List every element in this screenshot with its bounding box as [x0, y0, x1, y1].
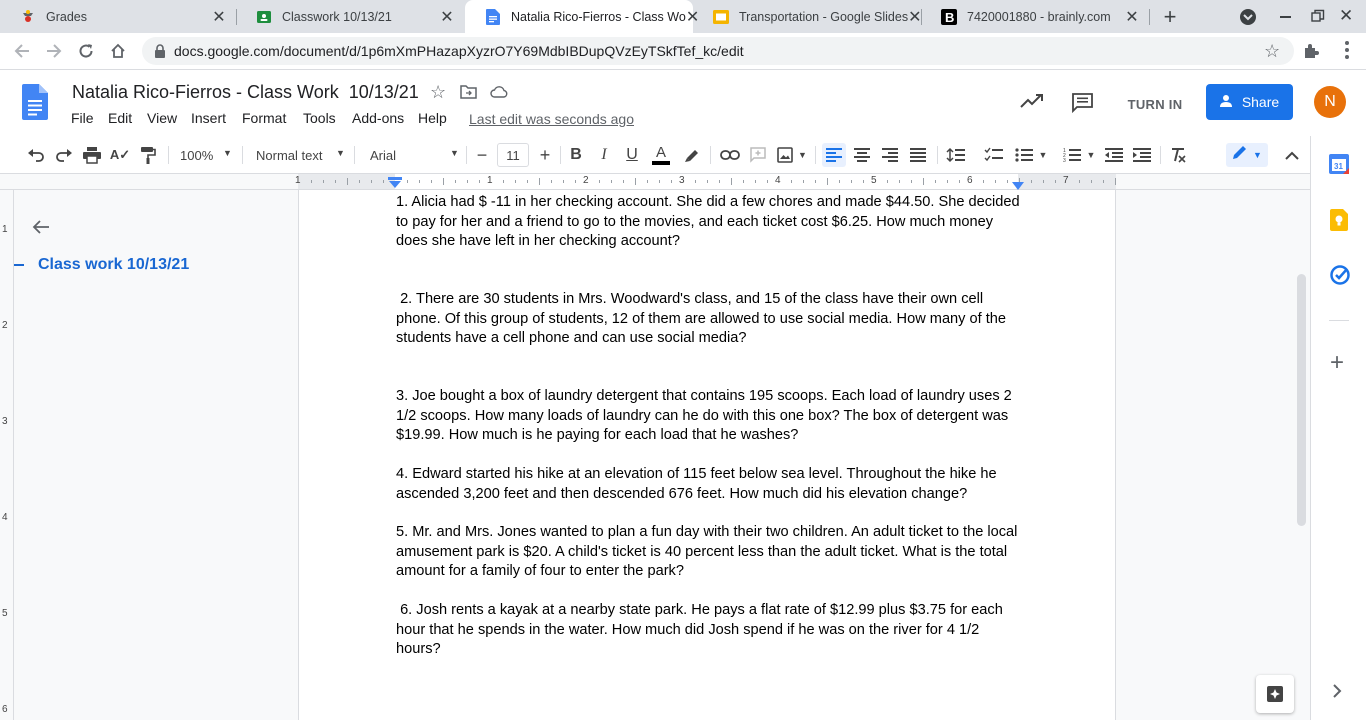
address-bar-row [0, 33, 1366, 70]
font-size-input[interactable] [497, 143, 529, 167]
ruler-tick [419, 180, 420, 183]
close-tab-icon[interactable]: ✕ [1125, 8, 1139, 26]
ruler-tick [1091, 180, 1092, 183]
ruler-tick [1031, 180, 1032, 183]
svg-text:31: 31 [1334, 162, 1343, 171]
ruler-tick [599, 180, 600, 183]
checklist-icon[interactable] [982, 143, 1006, 167]
menu-addons[interactable]: Add-ons [352, 110, 405, 126]
ruler-tick [815, 180, 816, 183]
ruler-tick [827, 178, 828, 185]
svg-text:B: B [945, 9, 955, 25]
align-center-icon[interactable] [850, 143, 874, 167]
ruler-tick [911, 180, 912, 183]
close-outline-arrow-icon[interactable] [32, 219, 50, 240]
docs-logo-icon[interactable] [22, 84, 48, 125]
ruler-tick [611, 180, 612, 183]
ruler-tick [623, 180, 624, 183]
turn-in-button[interactable]: TURN IN [1127, 96, 1183, 112]
ruler-tick [1079, 180, 1080, 183]
slides-favicon [713, 9, 729, 25]
star-icon[interactable]: ☆ [430, 82, 447, 102]
bulleted-list-icon[interactable] [1010, 143, 1052, 167]
vertical-ruler[interactable] [0, 190, 14, 720]
tab-search-icon[interactable] [1238, 7, 1258, 27]
ruler-tick [335, 180, 336, 183]
insert-image-icon[interactable] [774, 143, 810, 167]
ruler-number: 1 [487, 175, 493, 186]
ruler-tick [311, 180, 312, 183]
ruler-number: 3 [2, 416, 8, 427]
ruler-tick [863, 180, 864, 183]
tasks-icon[interactable] [1330, 265, 1350, 290]
chevron-down-icon: ▼ [450, 148, 459, 158]
ruler-number: 4 [2, 512, 8, 523]
close-tab-icon[interactable]: ✕ [908, 8, 922, 26]
add-addon-icon[interactable]: + [1330, 349, 1345, 376]
ruler-tick [1055, 180, 1056, 183]
lock-icon[interactable] [154, 44, 166, 63]
docs-header [0, 70, 1310, 136]
paragraph-style-select[interactable] [248, 143, 348, 167]
ruler-number: 4 [775, 175, 781, 186]
close-tab-icon[interactable]: ✕ [212, 8, 226, 26]
ruler-tick [947, 180, 948, 183]
svg-text:2: 2 [1062, 153, 1066, 159]
ruler-tick [659, 180, 660, 183]
ruler-tick [887, 180, 888, 183]
ruler-tick [575, 180, 576, 183]
omnibox[interactable] [142, 37, 1294, 65]
add-person-icon [1220, 94, 1236, 111]
tab-title: 7420001880 - brainly.com [967, 9, 1111, 24]
chevron-down-icon: ▼ [1253, 150, 1262, 160]
clear-formatting-icon[interactable] [1166, 143, 1190, 167]
ruler-tick [719, 180, 720, 183]
browser-menu-icon[interactable] [1345, 41, 1349, 59]
move-folder-icon[interactable] [460, 85, 477, 104]
ruler-tick [647, 180, 648, 183]
font-value: Arial [370, 147, 397, 163]
ruler-tick [539, 178, 540, 185]
menu-file[interactable]: File [71, 110, 94, 126]
ruler-tick [995, 180, 996, 183]
ruler-tick [923, 178, 924, 185]
ruler-tick [431, 180, 432, 183]
question-3[interactable]: 3. Joe bought a box of laundry detergent that contains 195 scoops. Each load of laundry uses 2 1/2 scoops. How many loads of laundry can he do with this one box? The box of detergent was $19.99. How much is he paying for each load that he washes? [396, 388, 1012, 443]
ruler-number: 1 [295, 175, 301, 186]
add-comment-icon[interactable] [746, 143, 770, 167]
menu-help[interactable]: Help [418, 110, 447, 126]
question-4[interactable]: 4. Edward started his hike at an elevation of 115 feet below sea level. Throughout the hike he ascended 3,200 feet and then descended 676 feet. How much did his elevation change? [396, 466, 997, 502]
text-color-icon[interactable]: A [650, 143, 672, 167]
increase-indent-icon[interactable] [1130, 143, 1154, 167]
share-button[interactable] [1206, 84, 1293, 120]
collapse-menus-icon[interactable] [1282, 143, 1302, 167]
keep-icon[interactable] [1330, 209, 1348, 236]
document-title[interactable]: Natalia Rico-Fierros - Class Work 10/13/21 [72, 82, 419, 102]
justify-icon[interactable] [906, 143, 930, 167]
share-label: Share [1241, 94, 1280, 110]
tab-slides[interactable] [693, 0, 921, 33]
zoom-value: 100% [180, 147, 214, 163]
line-spacing-icon[interactable] [944, 143, 968, 167]
last-edit-link[interactable]: Last edit was seconds ago [469, 111, 634, 127]
question-6[interactable]: 6. Josh rents a kayak at a nearby state park. He pays a flat rate of $12.99 plus $3.75 for each hour that he spends in the water. How much did Josh spend if he was on the river for 4 1/2 hours? [396, 602, 1007, 657]
italic-icon[interactable]: I [601, 146, 607, 163]
font-select[interactable] [362, 143, 462, 167]
restore-icon[interactable] [1311, 9, 1325, 23]
tab-docs-active[interactable] [465, 0, 700, 33]
minimize-icon[interactable] [1280, 16, 1291, 18]
ruler-tick [467, 180, 468, 183]
outline-heading-item[interactable]: Class work 10/13/21 [38, 256, 190, 273]
tab-classwork[interactable] [236, 0, 464, 33]
tab-grades[interactable] [0, 0, 236, 33]
ruler-number: 6 [967, 175, 973, 186]
docs-favicon [485, 9, 501, 25]
classroom-favicon [256, 9, 272, 25]
ruler-tick [527, 180, 528, 183]
chevron-down-icon: ▼ [798, 150, 807, 160]
insert-link-icon[interactable] [718, 143, 742, 167]
style-value: Normal text [256, 147, 323, 163]
svg-text:3: 3 [1062, 158, 1066, 164]
ruler-tick [563, 180, 564, 183]
chevron-down-icon: ▼ [1086, 150, 1096, 160]
ruler-tick [731, 178, 732, 185]
ruler-number: 3 [679, 175, 685, 186]
ruler-tick [743, 180, 744, 183]
back-icon[interactable] [8, 37, 36, 65]
vertical-scrollbar[interactable] [1297, 274, 1306, 526]
ruler-tick [851, 180, 852, 183]
chevron-down-icon: ▼ [336, 148, 345, 158]
ruler-tick [983, 180, 984, 183]
ruler-tick [1043, 180, 1044, 183]
close-tab-icon[interactable]: ✕ [685, 8, 700, 26]
reload-icon[interactable] [72, 37, 100, 65]
ruler-tick [767, 180, 768, 183]
ruler-tick [443, 178, 444, 185]
expand-panel-chevron-icon[interactable] [1333, 684, 1342, 703]
ruler-number: 1 [2, 224, 8, 235]
ruler-tick [839, 180, 840, 183]
tab-title: Classwork 10/13/21 [282, 9, 392, 24]
ruler-tick [503, 180, 504, 183]
document-outline [14, 190, 298, 720]
font-size-value: 11 [506, 147, 520, 163]
comments-icon[interactable] [1072, 93, 1093, 117]
ruler-tick [671, 180, 672, 183]
align-right-icon[interactable] [878, 143, 902, 167]
explore-button[interactable] [1256, 675, 1294, 713]
print-icon[interactable] [80, 143, 104, 167]
ruler-number: 5 [871, 175, 877, 186]
ruler-tick [695, 180, 696, 183]
ruler-tick [359, 180, 360, 183]
chevron-down-icon: ▼ [1038, 150, 1048, 160]
menu-tools[interactable]: Tools [303, 110, 336, 126]
zoom-select[interactable] [172, 143, 236, 167]
numbered-list-icon[interactable] [1058, 143, 1100, 167]
menu-view[interactable]: View [147, 110, 178, 126]
ruler-tick [1103, 180, 1104, 183]
document-page[interactable] [298, 190, 1116, 720]
extensions-icon[interactable] [1302, 42, 1320, 65]
ruler-tick [551, 180, 552, 183]
brainly-favicon [941, 9, 957, 25]
paint-format-icon[interactable] [136, 143, 160, 167]
outline-active-marker [14, 264, 24, 266]
ruler-tick [371, 180, 372, 183]
ruler-tick [755, 180, 756, 183]
decrease-font-size-icon[interactable]: − [476, 144, 488, 165]
align-left-icon[interactable] [822, 143, 846, 167]
svg-text:1: 1 [1062, 148, 1066, 154]
menu-format[interactable]: Format [242, 110, 287, 126]
ruler-tick [1115, 178, 1116, 185]
redo-icon[interactable] [52, 143, 76, 167]
ruler-tick [407, 180, 408, 183]
menu-edit[interactable]: Edit [108, 110, 133, 126]
question-2[interactable]: 2. There are 30 students in Mrs. Woodward's class, and 15 of the class have their own cell phone. Of this group of students, 12 of them are allowed to use social media. How many of the students have a cell phone and can use social media? [396, 291, 1011, 346]
question-1[interactable]: 1. Alicia had $ -11 in her checking account. She did a few chores and made $44.50. She decided to pay for her and a friend to go to the movies, and each ticket cost $6.25. How much money does she have left in her checking account? [396, 194, 1020, 249]
home-icon[interactable] [104, 37, 132, 65]
side-panel [1310, 136, 1366, 720]
new-tab-icon[interactable]: + [1163, 4, 1177, 29]
url-text: docs.google.com/document/d/1p6mXmPHazapXyzrO7Y69MdbIBDupQVzEyTSkfTef_kc/edit [174, 43, 744, 59]
ruler-tick [455, 180, 456, 183]
tab-title: Grades [46, 9, 87, 24]
tab-brainly[interactable] [921, 0, 1149, 33]
spellcheck-icon[interactable]: A✓ [109, 147, 131, 162]
grades-favicon [20, 9, 36, 25]
tab-title: Natalia Rico-Fierros - Class Wo [511, 9, 686, 24]
underline-icon[interactable]: U [626, 146, 638, 163]
ruler-tick [635, 178, 636, 185]
ruler-number: 2 [583, 175, 589, 186]
chevron-down-icon: ▼ [223, 148, 232, 158]
forward-icon[interactable] [40, 37, 68, 65]
close-window-icon[interactable]: ✕ [1339, 6, 1354, 25]
ruler-tick [383, 180, 384, 183]
browser-tab-strip [0, 0, 1366, 33]
activity-trend-icon[interactable] [1020, 93, 1044, 114]
ruler-tick [479, 180, 480, 183]
ruler-tick [791, 180, 792, 183]
avatar[interactable]: N [1314, 86, 1346, 118]
ruler-tick [323, 180, 324, 183]
cloud-saved-icon [490, 85, 508, 103]
decrease-indent-icon[interactable] [1102, 143, 1126, 167]
undo-icon[interactable] [24, 143, 48, 167]
ruler-tick [803, 180, 804, 183]
ruler-number: 7 [1063, 175, 1069, 186]
close-tab-icon[interactable]: ✕ [440, 8, 454, 26]
menu-insert[interactable]: Insert [191, 110, 227, 126]
ruler-number: 6 [2, 704, 8, 715]
formatting-toolbar [0, 136, 1310, 174]
editing-mode-select[interactable] [1226, 143, 1268, 167]
ruler-tick [707, 180, 708, 183]
ruler-tick [347, 178, 348, 185]
ruler-tick [959, 180, 960, 183]
question-5[interactable]: 5. Mr. and Mrs. Jones wanted to plan a fun day with their two children. An adult ticket to the local amusement park is $20. A child's ticket is 40 percent less than the adult ticket. What is the total amount for a family of four to enter the park? [396, 524, 1018, 579]
ruler-tick [1007, 180, 1008, 183]
ruler-number: 5 [2, 608, 8, 619]
pencil-icon [1232, 145, 1247, 165]
horizontal-ruler[interactable] [0, 174, 1310, 190]
bold-icon[interactable]: B [570, 146, 582, 163]
tab-title: Transportation - Google Slides [739, 9, 909, 24]
highlight-color-icon[interactable] [681, 143, 703, 167]
ruler-number: 2 [2, 320, 8, 331]
bookmark-star-icon[interactable]: ☆ [1264, 41, 1281, 61]
increase-font-size-icon[interactable]: + [539, 144, 551, 165]
ruler-tick [935, 180, 936, 183]
ruler-tick [515, 180, 516, 183]
ruler-tick [899, 180, 900, 183]
calendar-icon[interactable] [1329, 154, 1349, 179]
